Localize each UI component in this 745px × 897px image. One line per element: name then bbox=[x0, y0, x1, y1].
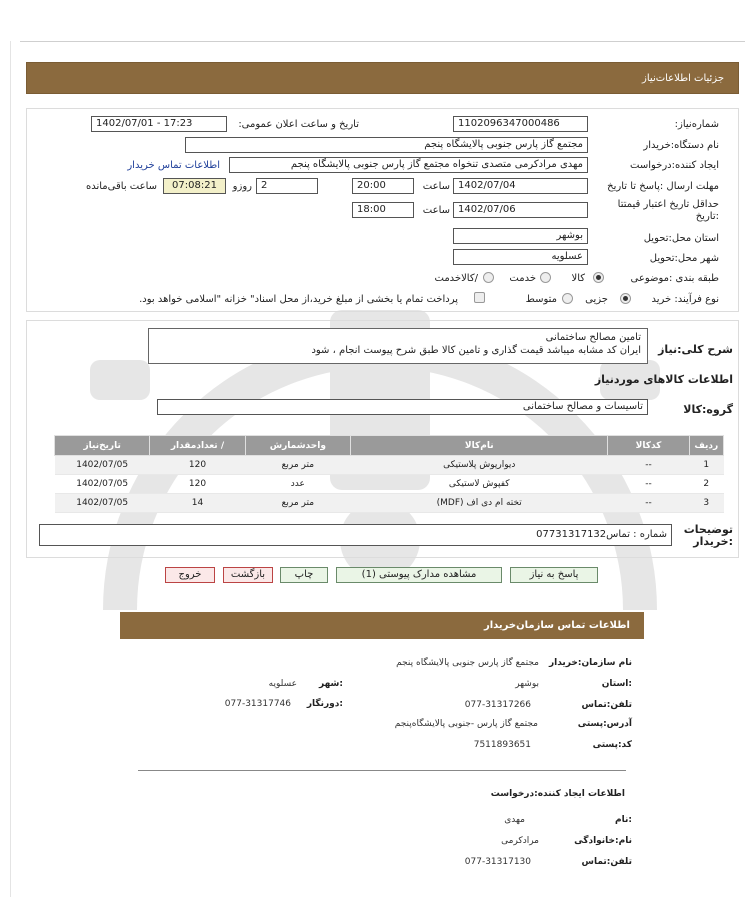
col-date: تاریخ‌نیاز bbox=[55, 436, 150, 456]
cell-qty: 120 bbox=[150, 456, 245, 475]
province-label: استان محل:تحویل bbox=[643, 233, 719, 244]
contact-fax-label: :دورنگار bbox=[306, 699, 343, 709]
summary-label: شرح کلی:نیاز bbox=[658, 343, 733, 356]
announce-field[interactable]: 1402/07/01 - 17:23 bbox=[91, 116, 227, 132]
process-label: نوع فرآیند: خرید bbox=[651, 294, 719, 305]
category-option-service: خدمت bbox=[509, 273, 536, 284]
goods-info-heading: اطلاعات کالاهای موردنیاز bbox=[594, 373, 733, 386]
days-label: روزو bbox=[232, 181, 252, 192]
process-radio-medium[interactable] bbox=[562, 293, 573, 304]
category-radio-service[interactable] bbox=[540, 272, 551, 283]
process-option-minor: جزیی bbox=[585, 294, 608, 305]
contact-separator bbox=[138, 770, 626, 771]
announce-label: تاریخ و ساعت اعلان عمومی: bbox=[238, 119, 359, 130]
buyer-notes-label: توضیحات :خریدار bbox=[683, 523, 733, 548]
requester-field[interactable]: مهدی مرادکرمی متصدی تنخواه مجتمع گاز پارس جنوبی پالایشگاه پنجم bbox=[229, 157, 588, 173]
creator-heading: اطلاعات ایجاد کننده:درخواست bbox=[490, 789, 625, 799]
treasury-payment-checkbox[interactable] bbox=[474, 292, 485, 303]
contact-province-value: بوشهر bbox=[515, 679, 539, 689]
cell-date: 1402/07/05 bbox=[55, 456, 150, 475]
treasury-payment-note: پرداخت تمام یا بخشی از مبلغ خرید،از محل اسناد" خزانه "اسلامی خواهد بود. bbox=[139, 294, 458, 305]
creator-phone-label: تلفن:تماس bbox=[581, 857, 632, 867]
cell-row: 3 bbox=[689, 494, 723, 513]
creator-family-value: مرادکرمی bbox=[501, 836, 539, 846]
deadline-label: مهلت ارسال :پاسخ تا تاریخ bbox=[607, 181, 719, 192]
contact-postal-value: 7511893651 bbox=[473, 740, 531, 750]
city-field[interactable]: عسلویه bbox=[453, 249, 588, 265]
cell-qty: 120 bbox=[150, 475, 245, 494]
cell-code: -- bbox=[608, 494, 689, 513]
need-number-label: شماره‌نیاز: bbox=[674, 119, 719, 130]
exit-button[interactable]: خروج bbox=[165, 567, 215, 583]
cell-qty: 14 bbox=[150, 494, 245, 513]
process-radio-minor[interactable] bbox=[620, 293, 631, 304]
creator-name-value: مهدی bbox=[504, 815, 525, 825]
cell-name: کفپوش لاستیکی bbox=[351, 475, 608, 494]
cell-unit: متر مربع bbox=[245, 494, 350, 513]
category-option-goods-service: /کالاخدمت bbox=[434, 273, 478, 284]
summary-textarea[interactable] bbox=[148, 328, 648, 364]
city-label: شهر محل:تحویل bbox=[649, 253, 719, 264]
category-option-goods: کالا bbox=[571, 273, 585, 284]
cell-unit: عدد bbox=[245, 475, 350, 494]
cell-name: دیوارپوش پلاستیکی bbox=[351, 456, 608, 475]
cell-date: 1402/07/05 bbox=[55, 494, 150, 513]
cell-code: -- bbox=[608, 456, 689, 475]
creator-family-label: نام:خانوادگی bbox=[574, 836, 632, 846]
contact-city-value: عسلویه bbox=[268, 679, 297, 689]
province-field[interactable]: بوشهر bbox=[453, 228, 588, 244]
col-name: نام‌کالا bbox=[351, 436, 608, 456]
contact-phone-value: 077-31317266 bbox=[464, 700, 531, 710]
need-number-field[interactable]: 1102096347000486 bbox=[453, 116, 588, 132]
col-qty: / تعدادمقدار bbox=[150, 436, 245, 456]
days-count-field[interactable]: 2 bbox=[256, 178, 318, 194]
deadline-time-field[interactable]: 20:00 bbox=[352, 178, 414, 194]
category-radio-goods[interactable] bbox=[593, 272, 604, 283]
contact-org-value: مجتمع گاز پارس جنوبی پالایشگاه پنجم bbox=[396, 658, 539, 668]
price-validity-date-field[interactable]: 1402/07/06 bbox=[453, 202, 588, 218]
details-header: جزئیات اطلاعات‌نیاز bbox=[26, 62, 739, 94]
contact-postal-label: کد:پستی bbox=[592, 740, 632, 750]
creator-phone-value: 077-31317130 bbox=[464, 857, 531, 867]
top-divider bbox=[20, 41, 745, 42]
contact-city-label: :شهر bbox=[319, 679, 343, 689]
buyer-contact-link[interactable]: اطلاعات تماس خریدار bbox=[127, 160, 220, 171]
summary-line-1: تامین مصالح ساختمانی bbox=[545, 332, 641, 343]
print-button[interactable]: چاپ bbox=[280, 567, 328, 583]
col-unit: واحدشمارش bbox=[245, 436, 350, 456]
requester-label: ایجاد کننده:درخواست bbox=[630, 160, 719, 171]
left-divider bbox=[10, 41, 11, 897]
remaining-time-field: 07:08:21 bbox=[163, 178, 226, 194]
buyer-notes-field[interactable]: شماره : تماس07731317132 bbox=[39, 524, 672, 546]
items-table-header bbox=[55, 436, 724, 456]
table-row[interactable] bbox=[55, 456, 724, 475]
cell-row: 2 bbox=[689, 475, 723, 494]
attachments-button[interactable]: مشاهده مدارک پیوستی (1) bbox=[336, 567, 502, 583]
cell-code: -- bbox=[608, 475, 689, 494]
price-validity-label: حداقل تاریخ اعتبار قیمتتا :تاریخ bbox=[617, 199, 719, 222]
contact-address-value: مجتمع گاز پارس -جنوبی پالایشگاه‌پنجم bbox=[394, 719, 538, 729]
buyer-org-label: نام دستگاه:خریدار bbox=[643, 140, 719, 151]
price-validity-time-label: ساعت bbox=[422, 205, 450, 216]
reply-button[interactable]: پاسخ به نیاز bbox=[510, 567, 598, 583]
contact-phone-label: تلفن:تماس bbox=[581, 700, 632, 710]
cell-row: 1 bbox=[689, 456, 723, 475]
table-row[interactable] bbox=[55, 475, 724, 494]
summary-line-2: ایران کد مشابه میباشد قیمت گذاری و تامین کالا طبق شرح پیوست انجام ، شود bbox=[311, 345, 641, 356]
price-validity-time-field[interactable]: 18:00 bbox=[352, 202, 414, 218]
category-radio-goods-service[interactable] bbox=[483, 272, 494, 283]
cell-unit: متر مربع bbox=[245, 456, 350, 475]
contact-fax-value: 077-31317746 bbox=[224, 699, 291, 709]
contact-org-label: نام سازمان:خریدار bbox=[548, 658, 632, 668]
deadline-date-field[interactable]: 1402/07/04 bbox=[453, 178, 588, 194]
creator-name-label: :نام bbox=[615, 815, 632, 825]
contact-address-label: آدرس:پستی bbox=[577, 719, 632, 729]
items-table bbox=[54, 435, 724, 513]
col-code: کدکالا bbox=[608, 436, 689, 456]
group-label: گروه:کالا bbox=[683, 403, 733, 416]
cell-name: تخته ام دی اف (MDF) bbox=[351, 494, 608, 513]
group-field[interactable]: تاسیسات و مصالح ساختمانی bbox=[157, 399, 648, 415]
process-option-medium: متوسط bbox=[525, 294, 557, 305]
category-label: طبقه بندی :موضوعی bbox=[630, 273, 719, 284]
contact-header: اطلاعات تماس سازمان‌خریدار bbox=[120, 612, 644, 639]
remaining-label: ساعت باقی‌مانده bbox=[85, 181, 157, 192]
deadline-time-label: ساعت bbox=[422, 181, 450, 192]
table-row[interactable] bbox=[55, 494, 724, 513]
contact-province-label: :استان bbox=[601, 679, 632, 689]
buyer-org-field[interactable]: مجتمع گاز پارس جنوبی پالایشگاه پنجم bbox=[185, 137, 588, 153]
back-button[interactable]: بازگشت bbox=[223, 567, 273, 583]
col-row: ردیف bbox=[689, 436, 723, 456]
cell-date: 1402/07/05 bbox=[55, 475, 150, 494]
